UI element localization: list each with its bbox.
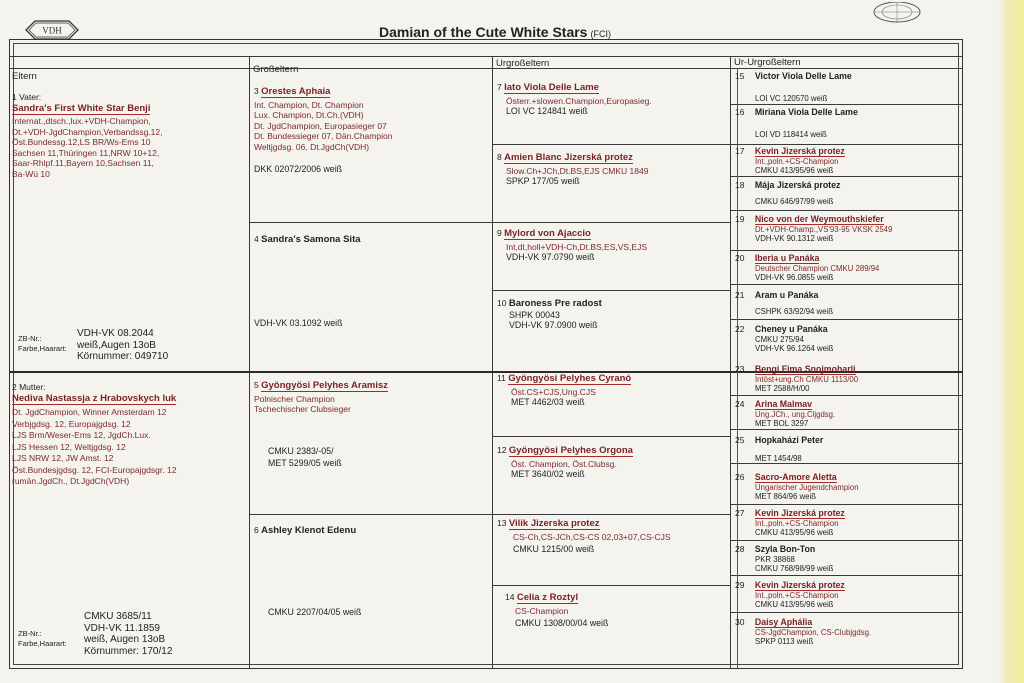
ancestor-15 xyxy=(735,71,960,103)
entry-number: 14 xyxy=(505,592,515,602)
entry-name: Gyöngyösi Pelyhes Cyranó xyxy=(508,373,632,384)
entry-number: 25 xyxy=(735,435,745,445)
entry-registration: CMKU 413/95/96 weiß xyxy=(755,528,834,537)
entry-registration: VDH-VK 97.0790 weiß xyxy=(506,252,595,262)
entry-registration: CMKU 2207/04/05 weiß xyxy=(268,606,362,617)
entry-name: Orestes Aphaia xyxy=(261,86,331,97)
ancestor-28 xyxy=(735,544,960,574)
entry-titles: Int.,poln.+CS-Champion xyxy=(755,590,839,600)
entry-registration: VDH-VK 03.1092 weiß xyxy=(254,317,343,328)
ancestor-23 xyxy=(735,364,960,394)
entry-registration: DKK 02072/2006 weiß xyxy=(254,164,343,174)
parent-dam xyxy=(12,382,244,488)
ancestor-24 xyxy=(735,399,960,429)
parent-prefix: 1 Vater: xyxy=(12,92,42,102)
grandparent-3 xyxy=(254,86,488,175)
fci-seal-icon xyxy=(872,2,922,28)
great-grandparent-8 xyxy=(497,152,727,187)
entry-number: 20 xyxy=(735,253,745,263)
dog-name-title: Damian of the Cute White Stars xyxy=(379,24,588,40)
entry-registration: MET 1454/98 xyxy=(755,453,802,463)
entry-titles: Ungarischer Jugendchampion xyxy=(755,482,859,492)
entry-registration: LOI VC 120570 weiß xyxy=(755,93,828,103)
entry-name: Miriana Viola Delle Lame xyxy=(754,107,858,117)
entry-number: 22 xyxy=(735,324,745,334)
entry-number: 18 xyxy=(735,180,745,190)
entry-number: 23 xyxy=(735,364,745,374)
col-header-great-grandparents: Urgroßeltern xyxy=(496,58,550,69)
great-grandparent-14 xyxy=(505,592,727,629)
logo-text: VDH xyxy=(42,25,62,36)
ancestor-19 xyxy=(735,214,960,244)
vdh-logo-icon xyxy=(25,19,79,41)
entry-registration: VDH-VK 97.0900 weiß xyxy=(509,320,598,330)
parent-name: Sandra's First White Star Benji xyxy=(12,102,151,114)
entry-titles: Int.,poln.+CS-Champion xyxy=(755,518,839,528)
page-title xyxy=(379,24,611,40)
entry-registration: MET 4462/03 weiß xyxy=(511,397,585,407)
entry-registration: LOI VD 118414 weiß xyxy=(755,129,827,139)
ancestor-25 xyxy=(735,435,960,463)
entry-titles: Int. Champion, Dt. Champion Lux. Champion, Dt.Ch.(VDH) Dt. JgdChampion, Europasieger 07 Dt. Bundessieger 07, Dän.Champion Weltjgdsg. 06, Dt.JgdCh(VDH) xyxy=(254,99,393,152)
paper-edge xyxy=(998,0,1024,683)
col-header-great-great-grandparents: Ur-Urgroßeltern xyxy=(734,57,801,68)
great-grandparent-10 xyxy=(497,298,727,331)
entry-name: Baroness Pre radost xyxy=(508,298,602,309)
entry-number: 13 xyxy=(497,518,507,528)
parent-name: Nediva Nastassja z Hrabovskych luk xyxy=(12,392,177,404)
entry-number: 12 xyxy=(497,445,507,455)
entry-number: 6 xyxy=(254,525,259,535)
entry-name: Aram u Panáka xyxy=(754,290,819,300)
entry-titles: Öst. Champion, Öst.Clubsg. xyxy=(511,458,617,469)
entry-name: Iberia u Panáka xyxy=(754,253,820,263)
entry-titles: PKR 38868 xyxy=(755,554,795,564)
zb-label: ZB-Nr.: xyxy=(18,334,42,343)
entry-number: 15 xyxy=(735,71,745,81)
entry-number: 27 xyxy=(735,508,745,518)
entry-registration: CMKU 1308/00/04 weiß xyxy=(515,618,609,628)
parent-prefix: 2 Mutter: xyxy=(12,382,46,392)
col-header-grandparents: Großeltern xyxy=(253,64,299,75)
entry-registration: VDH-VK 96.1264 weiß xyxy=(755,344,834,353)
entry-registration: MET BOL 3297 xyxy=(755,419,809,428)
entry-name: Cheney u Panáka xyxy=(754,324,828,334)
entry-titles: CS-Ch,CS-JCh,CS-CS 02,03+07,CS-CJS xyxy=(513,531,671,542)
entry-registration: CMKU 413/95/96 weiß xyxy=(755,600,834,609)
entry-name: Bengi Fima Snojmoharli xyxy=(754,364,856,374)
entry-registration: CMKU 413/95/96 weiß xyxy=(755,166,834,175)
ancestor-30 xyxy=(735,617,960,647)
entry-name: Daisy Aphália xyxy=(754,617,813,627)
ancestor-18 xyxy=(735,180,960,206)
ancestor-29 xyxy=(735,580,960,610)
parent-sire xyxy=(12,92,244,179)
entry-name: Nico von der Weymouthskiefer xyxy=(754,214,884,224)
ancestor-17 xyxy=(735,146,960,176)
color-label: Farbe,Haarart: xyxy=(18,639,67,648)
entry-registration: MET 2588/H/00 xyxy=(755,384,810,393)
entry-name: Victor Viola Delle Lame xyxy=(754,71,852,81)
grandparent-4 xyxy=(254,234,488,328)
entry-number: 9 xyxy=(497,228,502,238)
entry-registration: VDH-VK 90.1312 weiß xyxy=(755,234,834,243)
entry-name: Vilik Jizerska protez xyxy=(508,518,600,529)
ancestor-21 xyxy=(735,290,960,316)
entry-registration: SPKP 177/05 weiß xyxy=(506,176,580,186)
entry-number: 8 xyxy=(497,152,502,162)
ancestor-26 xyxy=(735,472,960,502)
great-grandparent-12 xyxy=(497,445,727,480)
entry-registration: MET 3640/02 weiß xyxy=(511,469,585,479)
entry-name: Arina Malmav xyxy=(754,399,813,409)
entry-name: Sandra's Samona Sita xyxy=(261,234,361,245)
entry-registration: VDH-VK 96.0855 weiß xyxy=(755,273,834,282)
entry-number: 5 xyxy=(254,380,259,390)
entry-registration: CMKU 646/97/99 weiß xyxy=(755,196,834,206)
entry-name: Gyöngyösi Pelyhes Orgona xyxy=(508,445,633,456)
entry-registration: CMKU 768/98/99 weiß xyxy=(755,564,834,573)
parent-titles: Internat.,dtsch.,lux.+VDH-Champion, Dt.+VDH-JgdChampion,Verbandssg.12, Öst.Bundessg.12,LS BR/Ws-Ems 10 Sachsen 11,Thüringen 11,NRW 10+12, Saar-Rhlpf.11,Bayern 10,Sachsen 11, Ba-Wü 10 xyxy=(12,116,163,179)
entry-titles: Int.,poln.+CS-Champion xyxy=(755,156,839,166)
entry-name: Ashley Klenot Edenu xyxy=(261,525,357,536)
entry-name: Gyöngyösi Pelyhes Aramisz xyxy=(261,380,389,391)
entry-name: Sacro-Amore Aletta xyxy=(754,472,837,482)
entry-name: Mája Jizerská protez xyxy=(754,180,841,190)
entry-number: 3 xyxy=(254,86,259,96)
entry-name: Hopkaházi Peter xyxy=(754,435,824,445)
great-grandparent-7 xyxy=(497,82,727,117)
entry-number: 17 xyxy=(735,146,745,156)
entry-registration: LOI VC 124841 weiß xyxy=(506,106,588,116)
zb-label: ZB-Nr.: xyxy=(18,629,42,638)
entry-titles: Öst.CS+CJS,Ung.CJS xyxy=(511,386,596,397)
entry-number: 28 xyxy=(735,544,745,554)
color-label: Farbe,Haarart: xyxy=(18,344,67,353)
entry-number: 11 xyxy=(497,373,506,383)
entry-registration: SPKP 0113 weiß xyxy=(755,637,814,646)
entry-number: 26 xyxy=(735,472,745,482)
entry-titles: Österr.+slowen.Champion,Europasieg. xyxy=(506,95,652,106)
entry-name: Szyla Bon-Ton xyxy=(754,544,816,554)
entry-name: Mylord von Ajaccio xyxy=(504,228,591,239)
entry-number: 16 xyxy=(735,107,745,117)
entry-registration: CMKU 1215/00 weiß xyxy=(513,544,595,554)
entry-titles: Slow.Ch+JCh,Dt.BS,EJS CMKU 1849 xyxy=(506,165,649,176)
entry-number: 4 xyxy=(254,234,259,244)
great-grandparent-9 xyxy=(497,228,727,263)
entry-name: Kevin Jizerská protez xyxy=(754,146,845,156)
ancestor-16 xyxy=(735,107,960,139)
grandparent-6 xyxy=(254,525,488,617)
parent-registration: CMKU 3685/11 VDH-VK 11.1859 weiß, Augen 13oB Körnummer: 170/12 xyxy=(84,611,173,657)
entry-number: 24 xyxy=(735,399,745,409)
entry-titles: SHPK 00043 xyxy=(509,309,560,320)
entry-number: 7 xyxy=(497,82,502,92)
grandparent-5 xyxy=(254,380,488,469)
entry-name: Kevin Jizerská protez xyxy=(754,508,845,518)
ancestor-27 xyxy=(735,508,960,538)
entry-number: 10 xyxy=(497,298,507,308)
entry-number: 29 xyxy=(735,580,745,590)
parent-registration: VDH-VK 08.2044 weiß,Augen 13oB Körnummer: 049710 xyxy=(77,328,169,362)
parent-titles: Dt. JgdChampion, Winner Amsterdam 12 Verbjgdsg. 12, Europajgdsg. 12 LJS Brm/Weser-Ems 12, JgdCh.Lux. LJS Hessen 12, Weltjgdsg. 12 LJS NRW 12, JW Amst. 12 Öst.Bundesjgdsg. 12, FCI-Europajgdsgr. 12 rumän.JgdCh., Dt.JgdCh(VDH) xyxy=(12,407,177,486)
entry-titles: CMKU 275/94 xyxy=(755,334,804,344)
entry-titles: Intöst+ung.Ch CMKU 1113/00 xyxy=(755,374,859,384)
entry-titles: CS-Champion xyxy=(515,605,569,616)
entry-number: 19 xyxy=(735,214,745,224)
entry-titles: Dt.+VDH-Champ.,VS'93-95 VKSK 2549 xyxy=(755,224,893,234)
great-grandparent-11 xyxy=(497,373,727,408)
entry-name: Iato Viola Delle Lame xyxy=(504,82,599,93)
entry-titles: Ung.JCh., ung.Cljgdsg. xyxy=(755,409,836,419)
entry-registration: MET 864/96 weiß xyxy=(755,492,816,501)
entry-titles: Polnischer Champion Tschechischer Clubsieger xyxy=(254,393,351,414)
entry-registration: CSHPK 63/92/94 weiß xyxy=(755,306,834,316)
col-header-parents: Eltern xyxy=(12,71,37,82)
entry-titles: CS-JgdChampion, CS-Clubjgdsg. xyxy=(755,627,872,637)
great-grandparent-13 xyxy=(497,518,727,555)
entry-titles: Int,dt,holl+VDH-Ch,Dt.BS,ES,VS,EJS xyxy=(506,241,648,252)
ancestor-20 xyxy=(735,253,960,283)
entry-number: 21 xyxy=(735,290,745,300)
entry-name: Amien Blanc Jizerská protez xyxy=(504,152,633,163)
title-suffix: (FCI) xyxy=(590,29,611,39)
entry-name: Kevin Jizerská protez xyxy=(754,580,845,590)
entry-number: 30 xyxy=(735,617,745,627)
entry-name: Celia z Roztyl xyxy=(516,592,579,603)
entry-titles: Deutscher Champion CMKU 289/94 xyxy=(755,263,880,273)
entry-registration: CMKU 2383/-05/ MET 5299/05 weiß xyxy=(268,445,342,468)
ancestor-22 xyxy=(735,324,960,354)
